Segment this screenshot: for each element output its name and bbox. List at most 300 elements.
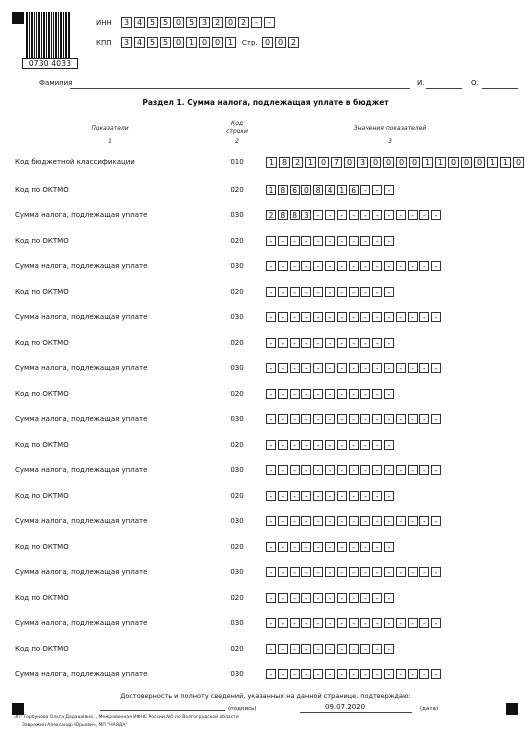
- tax-sum-cells[interactable]: [266, 669, 443, 679]
- digit-cell[interactable]: -: [372, 338, 382, 348]
- digit-cell[interactable]: -: [313, 363, 323, 373]
- digit-cell[interactable]: 3: [121, 37, 132, 48]
- digit-cell[interactable]: -: [349, 210, 359, 220]
- digit-cell[interactable]: -: [301, 287, 311, 297]
- digit-cell[interactable]: -: [290, 542, 300, 552]
- digit-cell[interactable]: -: [337, 669, 347, 679]
- digit-cell[interactable]: -: [313, 542, 323, 552]
- digit-cell[interactable]: -: [431, 363, 441, 373]
- digit-cell[interactable]: -: [301, 567, 311, 577]
- digit-cell[interactable]: -: [408, 312, 418, 322]
- digit-cell[interactable]: -: [290, 618, 300, 628]
- digit-cell[interactable]: 2: [292, 157, 303, 168]
- digit-cell[interactable]: -: [325, 261, 335, 271]
- digit-cell[interactable]: 1: [435, 157, 446, 168]
- oktmo-cells[interactable]: [266, 338, 396, 348]
- digit-cell[interactable]: -: [396, 363, 406, 373]
- tax-sum-cells[interactable]: [266, 312, 443, 322]
- digit-cell[interactable]: -: [290, 593, 300, 603]
- digit-cell[interactable]: -: [278, 287, 288, 297]
- digit-cell[interactable]: -: [384, 287, 394, 297]
- digit-cell[interactable]: -: [301, 414, 311, 424]
- digit-cell[interactable]: 4: [134, 37, 145, 48]
- digit-cell[interactable]: -: [349, 542, 359, 552]
- digit-cell[interactable]: -: [384, 465, 394, 475]
- digit-cell[interactable]: -: [290, 440, 300, 450]
- digit-cell[interactable]: -: [290, 236, 300, 246]
- digit-cell[interactable]: -: [266, 261, 276, 271]
- tax-sum-cells[interactable]: [266, 210, 443, 220]
- digit-cell[interactable]: -: [349, 261, 359, 271]
- digit-cell[interactable]: 0: [396, 157, 407, 168]
- digit-cell[interactable]: -: [349, 440, 359, 450]
- digit-cell[interactable]: -: [349, 644, 359, 654]
- digit-cell[interactable]: -: [290, 414, 300, 424]
- digit-cell[interactable]: 5: [186, 17, 197, 28]
- digit-cell[interactable]: -: [349, 567, 359, 577]
- oktmo-cells[interactable]: [266, 644, 396, 654]
- digit-cell[interactable]: -: [325, 542, 335, 552]
- page-cells[interactable]: [262, 37, 301, 48]
- digit-cell[interactable]: -: [349, 669, 359, 679]
- digit-cell[interactable]: -: [290, 644, 300, 654]
- kpp-cells[interactable]: [121, 37, 238, 48]
- digit-cell[interactable]: 3: [121, 17, 132, 28]
- digit-cell[interactable]: 3: [357, 157, 368, 168]
- digit-cell[interactable]: -: [349, 414, 359, 424]
- digit-cell[interactable]: -: [290, 338, 300, 348]
- digit-cell[interactable]: -: [290, 363, 300, 373]
- digit-cell[interactable]: -: [372, 287, 382, 297]
- digit-cell[interactable]: -: [251, 17, 262, 28]
- digit-cell[interactable]: -: [313, 567, 323, 577]
- digit-cell[interactable]: -: [301, 618, 311, 628]
- digit-cell[interactable]: -: [360, 593, 370, 603]
- digit-cell[interactable]: -: [349, 491, 359, 501]
- oktmo-cells[interactable]: [266, 593, 396, 603]
- digit-cell[interactable]: -: [419, 312, 429, 322]
- digit-cell[interactable]: -: [266, 618, 276, 628]
- digit-cell[interactable]: -: [325, 236, 335, 246]
- digit-cell[interactable]: -: [372, 312, 382, 322]
- digit-cell[interactable]: -: [419, 465, 429, 475]
- digit-cell[interactable]: -: [372, 210, 382, 220]
- digit-cell[interactable]: -: [337, 287, 347, 297]
- digit-cell[interactable]: 0: [474, 157, 485, 168]
- first-initial-line[interactable]: [426, 88, 462, 89]
- digit-cell[interactable]: -: [372, 261, 382, 271]
- digit-cell[interactable]: -: [266, 440, 276, 450]
- digit-cell[interactable]: -: [337, 338, 347, 348]
- digit-cell[interactable]: -: [301, 644, 311, 654]
- digit-cell[interactable]: -: [360, 261, 370, 271]
- digit-cell[interactable]: 4: [134, 17, 145, 28]
- digit-cell[interactable]: -: [290, 669, 300, 679]
- digit-cell[interactable]: 8: [278, 185, 288, 195]
- digit-cell[interactable]: -: [384, 210, 394, 220]
- digit-cell[interactable]: 1: [225, 37, 236, 48]
- digit-cell[interactable]: -: [360, 389, 370, 399]
- digit-cell[interactable]: -: [408, 363, 418, 373]
- digit-cell[interactable]: -: [372, 389, 382, 399]
- digit-cell[interactable]: -: [337, 440, 347, 450]
- digit-cell[interactable]: -: [431, 312, 441, 322]
- digit-cell[interactable]: -: [360, 287, 370, 297]
- digit-cell[interactable]: -: [278, 236, 288, 246]
- digit-cell[interactable]: -: [325, 669, 335, 679]
- digit-cell[interactable]: -: [396, 261, 406, 271]
- digit-cell[interactable]: -: [266, 644, 276, 654]
- digit-cell[interactable]: -: [325, 465, 335, 475]
- digit-cell[interactable]: -: [431, 618, 441, 628]
- digit-cell[interactable]: -: [313, 338, 323, 348]
- digit-cell[interactable]: -: [349, 389, 359, 399]
- digit-cell[interactable]: -: [301, 261, 311, 271]
- digit-cell[interactable]: -: [266, 338, 276, 348]
- digit-cell[interactable]: -: [349, 312, 359, 322]
- digit-cell[interactable]: -: [337, 389, 347, 399]
- digit-cell[interactable]: -: [360, 338, 370, 348]
- digit-cell[interactable]: -: [431, 210, 441, 220]
- digit-cell[interactable]: -: [360, 185, 370, 195]
- digit-cell[interactable]: -: [349, 618, 359, 628]
- digit-cell[interactable]: -: [419, 618, 429, 628]
- digit-cell[interactable]: -: [349, 593, 359, 603]
- digit-cell[interactable]: -: [266, 414, 276, 424]
- tax-sum-cells[interactable]: [266, 516, 443, 526]
- digit-cell[interactable]: -: [301, 542, 311, 552]
- digit-cell[interactable]: -: [360, 644, 370, 654]
- digit-cell[interactable]: -: [301, 593, 311, 603]
- tax-sum-cells[interactable]: [266, 618, 443, 628]
- digit-cell[interactable]: -: [419, 669, 429, 679]
- digit-cell[interactable]: -: [384, 618, 394, 628]
- digit-cell[interactable]: -: [313, 644, 323, 654]
- digit-cell[interactable]: -: [419, 414, 429, 424]
- digit-cell[interactable]: -: [278, 440, 288, 450]
- digit-cell[interactable]: -: [360, 440, 370, 450]
- digit-cell[interactable]: 2: [212, 17, 223, 28]
- digit-cell[interactable]: -: [337, 236, 347, 246]
- digit-cell[interactable]: -: [372, 440, 382, 450]
- digit-cell[interactable]: -: [372, 236, 382, 246]
- tax-sum-cells[interactable]: [266, 363, 443, 373]
- digit-cell[interactable]: -: [431, 414, 441, 424]
- digit-cell[interactable]: 1: [186, 37, 197, 48]
- digit-cell[interactable]: -: [278, 414, 288, 424]
- digit-cell[interactable]: 0: [318, 157, 329, 168]
- digit-cell[interactable]: -: [278, 618, 288, 628]
- digit-cell[interactable]: -: [313, 287, 323, 297]
- tax-sum-cells[interactable]: [266, 567, 443, 577]
- digit-cell[interactable]: -: [278, 516, 288, 526]
- digit-cell[interactable]: -: [372, 516, 382, 526]
- digit-cell[interactable]: -: [431, 516, 441, 526]
- digit-cell[interactable]: 0: [199, 37, 210, 48]
- digit-cell[interactable]: 5: [160, 17, 171, 28]
- digit-cell[interactable]: -: [266, 542, 276, 552]
- digit-cell[interactable]: 0: [344, 157, 355, 168]
- digit-cell[interactable]: -: [419, 516, 429, 526]
- digit-cell[interactable]: -: [278, 669, 288, 679]
- digit-cell[interactable]: -: [372, 618, 382, 628]
- tax-sum-cells[interactable]: [266, 261, 443, 271]
- digit-cell[interactable]: 5: [147, 17, 158, 28]
- digit-cell[interactable]: 2: [288, 37, 299, 48]
- digit-cell[interactable]: -: [384, 516, 394, 526]
- digit-cell[interactable]: -: [278, 491, 288, 501]
- digit-cell[interactable]: -: [264, 17, 275, 28]
- digit-cell[interactable]: -: [301, 338, 311, 348]
- digit-cell[interactable]: 0: [513, 157, 524, 168]
- digit-cell[interactable]: 3: [199, 17, 210, 28]
- digit-cell[interactable]: 0: [173, 17, 184, 28]
- digit-cell[interactable]: -: [337, 618, 347, 628]
- digit-cell[interactable]: -: [431, 669, 441, 679]
- digit-cell[interactable]: -: [384, 491, 394, 501]
- digit-cell[interactable]: -: [266, 669, 276, 679]
- digit-cell[interactable]: -: [266, 567, 276, 577]
- digit-cell[interactable]: -: [431, 465, 441, 475]
- digit-cell[interactable]: -: [372, 644, 382, 654]
- tax-sum-cells[interactable]: [266, 465, 443, 475]
- digit-cell[interactable]: -: [313, 210, 323, 220]
- digit-cell[interactable]: 1: [266, 185, 276, 195]
- digit-cell[interactable]: -: [408, 669, 418, 679]
- digit-cell[interactable]: -: [325, 414, 335, 424]
- digit-cell[interactable]: -: [372, 669, 382, 679]
- digit-cell[interactable]: -: [325, 389, 335, 399]
- digit-cell[interactable]: -: [360, 465, 370, 475]
- digit-cell[interactable]: -: [266, 312, 276, 322]
- digit-cell[interactable]: 0: [409, 157, 420, 168]
- digit-cell[interactable]: -: [278, 465, 288, 475]
- digit-cell[interactable]: -: [325, 287, 335, 297]
- digit-cell[interactable]: -: [349, 287, 359, 297]
- digit-cell[interactable]: 0: [461, 157, 472, 168]
- digit-cell[interactable]: -: [278, 363, 288, 373]
- digit-cell[interactable]: -: [337, 516, 347, 526]
- digit-cell[interactable]: 8: [279, 157, 290, 168]
- digit-cell[interactable]: 5: [147, 37, 158, 48]
- digit-cell[interactable]: -: [419, 567, 429, 577]
- digit-cell[interactable]: 0: [212, 37, 223, 48]
- digit-cell[interactable]: -: [396, 516, 406, 526]
- tax-sum-cells[interactable]: [266, 414, 443, 424]
- digit-cell[interactable]: 7: [331, 157, 342, 168]
- digit-cell[interactable]: -: [290, 312, 300, 322]
- digit-cell[interactable]: -: [396, 312, 406, 322]
- digit-cell[interactable]: -: [266, 491, 276, 501]
- digit-cell[interactable]: -: [278, 542, 288, 552]
- digit-cell[interactable]: -: [278, 593, 288, 603]
- digit-cell[interactable]: -: [278, 312, 288, 322]
- digit-cell[interactable]: 8: [290, 210, 300, 220]
- digit-cell[interactable]: 2: [266, 210, 276, 220]
- digit-cell[interactable]: -: [384, 542, 394, 552]
- digit-cell[interactable]: -: [278, 389, 288, 399]
- digit-cell[interactable]: -: [325, 440, 335, 450]
- digit-cell[interactable]: -: [384, 669, 394, 679]
- digit-cell[interactable]: -: [301, 669, 311, 679]
- digit-cell[interactable]: -: [396, 618, 406, 628]
- digit-cell[interactable]: -: [290, 516, 300, 526]
- digit-cell[interactable]: -: [290, 261, 300, 271]
- digit-cell[interactable]: 8: [313, 185, 323, 195]
- digit-cell[interactable]: -: [325, 644, 335, 654]
- digit-cell[interactable]: 0: [262, 37, 273, 48]
- digit-cell[interactable]: -: [266, 287, 276, 297]
- digit-cell[interactable]: 1: [305, 157, 316, 168]
- digit-cell[interactable]: -: [278, 261, 288, 271]
- digit-cell[interactable]: -: [313, 491, 323, 501]
- digit-cell[interactable]: 8: [278, 210, 288, 220]
- digit-cell[interactable]: -: [301, 440, 311, 450]
- digit-cell[interactable]: -: [301, 465, 311, 475]
- digit-cell[interactable]: -: [337, 414, 347, 424]
- digit-cell[interactable]: -: [325, 312, 335, 322]
- digit-cell[interactable]: -: [360, 542, 370, 552]
- digit-cell[interactable]: -: [301, 491, 311, 501]
- digit-cell[interactable]: 5: [160, 37, 171, 48]
- digit-cell[interactable]: -: [290, 287, 300, 297]
- digit-cell[interactable]: -: [384, 567, 394, 577]
- digit-cell[interactable]: -: [349, 236, 359, 246]
- digit-cell[interactable]: -: [360, 516, 370, 526]
- oktmo-cells[interactable]: [266, 185, 396, 195]
- digit-cell[interactable]: -: [266, 363, 276, 373]
- digit-cell[interactable]: -: [337, 593, 347, 603]
- oktmo-cells[interactable]: [266, 389, 396, 399]
- digit-cell[interactable]: -: [290, 389, 300, 399]
- digit-cell[interactable]: -: [301, 312, 311, 322]
- digit-cell[interactable]: -: [337, 567, 347, 577]
- digit-cell[interactable]: -: [325, 210, 335, 220]
- digit-cell[interactable]: 0: [301, 185, 311, 195]
- digit-cell[interactable]: -: [360, 618, 370, 628]
- digit-cell[interactable]: 2: [238, 17, 249, 28]
- digit-cell[interactable]: -: [266, 516, 276, 526]
- digit-cell[interactable]: -: [278, 567, 288, 577]
- oktmo-cells[interactable]: [266, 440, 396, 450]
- digit-cell[interactable]: -: [360, 236, 370, 246]
- digit-cell[interactable]: -: [301, 363, 311, 373]
- digit-cell[interactable]: -: [325, 618, 335, 628]
- digit-cell[interactable]: -: [325, 338, 335, 348]
- digit-cell[interactable]: -: [384, 593, 394, 603]
- digit-cell[interactable]: -: [372, 363, 382, 373]
- digit-cell[interactable]: -: [290, 567, 300, 577]
- digit-cell[interactable]: -: [313, 618, 323, 628]
- kbk-cells[interactable]: [266, 157, 526, 168]
- digit-cell[interactable]: 1: [500, 157, 511, 168]
- digit-cell[interactable]: -: [266, 593, 276, 603]
- digit-cell[interactable]: -: [290, 491, 300, 501]
- digit-cell[interactable]: 6: [290, 185, 300, 195]
- digit-cell[interactable]: -: [337, 542, 347, 552]
- digit-cell[interactable]: -: [360, 363, 370, 373]
- digit-cell[interactable]: -: [325, 567, 335, 577]
- digit-cell[interactable]: -: [372, 185, 382, 195]
- digit-cell[interactable]: -: [372, 593, 382, 603]
- digit-cell[interactable]: -: [360, 567, 370, 577]
- digit-cell[interactable]: -: [325, 363, 335, 373]
- digit-cell[interactable]: -: [384, 185, 394, 195]
- digit-cell[interactable]: -: [396, 567, 406, 577]
- digit-cell[interactable]: -: [301, 389, 311, 399]
- digit-cell[interactable]: -: [372, 491, 382, 501]
- digit-cell[interactable]: 1: [422, 157, 433, 168]
- digit-cell[interactable]: -: [325, 491, 335, 501]
- middle-initial-line[interactable]: [482, 88, 518, 89]
- digit-cell[interactable]: -: [408, 465, 418, 475]
- surname-line[interactable]: [70, 88, 410, 89]
- digit-cell[interactable]: -: [337, 644, 347, 654]
- digit-cell[interactable]: 4: [325, 185, 335, 195]
- digit-cell[interactable]: -: [384, 312, 394, 322]
- digit-cell[interactable]: -: [431, 261, 441, 271]
- digit-cell[interactable]: -: [325, 593, 335, 603]
- digit-cell[interactable]: -: [419, 261, 429, 271]
- digit-cell[interactable]: -: [372, 567, 382, 577]
- digit-cell[interactable]: 0: [370, 157, 381, 168]
- digit-cell[interactable]: 0: [173, 37, 184, 48]
- digit-cell[interactable]: -: [372, 414, 382, 424]
- oktmo-cells[interactable]: [266, 236, 396, 246]
- digit-cell[interactable]: 3: [301, 210, 311, 220]
- digit-cell[interactable]: -: [408, 414, 418, 424]
- digit-cell[interactable]: -: [408, 618, 418, 628]
- digit-cell[interactable]: -: [408, 516, 418, 526]
- signature-line[interactable]: [100, 710, 225, 711]
- digit-cell[interactable]: -: [396, 465, 406, 475]
- digit-cell[interactable]: -: [266, 236, 276, 246]
- digit-cell[interactable]: -: [313, 236, 323, 246]
- digit-cell[interactable]: -: [313, 312, 323, 322]
- digit-cell[interactable]: -: [313, 465, 323, 475]
- digit-cell[interactable]: -: [301, 236, 311, 246]
- digit-cell[interactable]: -: [290, 465, 300, 475]
- digit-cell[interactable]: -: [360, 491, 370, 501]
- digit-cell[interactable]: -: [360, 669, 370, 679]
- digit-cell[interactable]: -: [313, 389, 323, 399]
- digit-cell[interactable]: -: [396, 210, 406, 220]
- digit-cell[interactable]: -: [337, 465, 347, 475]
- digit-cell[interactable]: -: [419, 210, 429, 220]
- digit-cell[interactable]: -: [360, 414, 370, 424]
- digit-cell[interactable]: -: [360, 210, 370, 220]
- digit-cell[interactable]: -: [384, 261, 394, 271]
- digit-cell[interactable]: -: [384, 363, 394, 373]
- inn-cells[interactable]: [121, 17, 277, 28]
- digit-cell[interactable]: -: [408, 210, 418, 220]
- digit-cell[interactable]: -: [266, 389, 276, 399]
- digit-cell[interactable]: -: [301, 516, 311, 526]
- digit-cell[interactable]: 0: [225, 17, 236, 28]
- digit-cell[interactable]: 1: [487, 157, 498, 168]
- digit-cell[interactable]: -: [384, 440, 394, 450]
- digit-cell[interactable]: -: [372, 465, 382, 475]
- digit-cell[interactable]: -: [313, 516, 323, 526]
- digit-cell[interactable]: -: [384, 414, 394, 424]
- digit-cell[interactable]: -: [349, 465, 359, 475]
- digit-cell[interactable]: -: [313, 414, 323, 424]
- digit-cell[interactable]: -: [384, 389, 394, 399]
- digit-cell[interactable]: -: [431, 567, 441, 577]
- digit-cell[interactable]: -: [278, 644, 288, 654]
- digit-cell[interactable]: -: [419, 363, 429, 373]
- oktmo-cells[interactable]: [266, 287, 396, 297]
